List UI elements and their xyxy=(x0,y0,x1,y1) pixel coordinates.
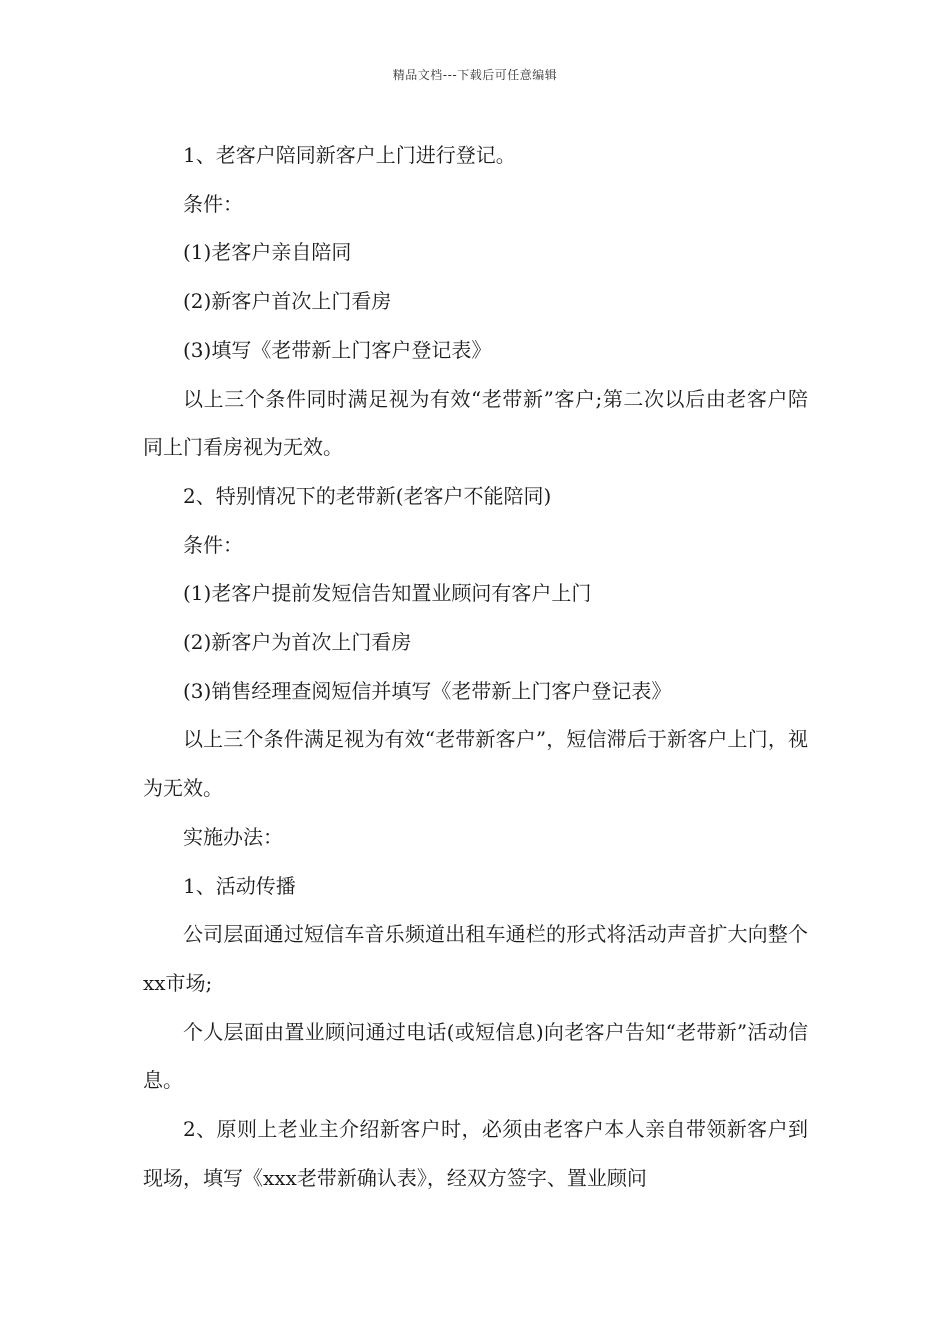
paragraph-2: 条件： xyxy=(183,191,243,216)
paragraph-11: (3)销售经理查阅短信并填写《老带新上门客户登记表》 xyxy=(183,678,672,703)
paragraph-8: 条件： xyxy=(183,532,243,557)
page-header: 精品文档---下载后可任意编辑 xyxy=(392,68,558,82)
paragraph-5: (3)填写《老带新上门客户登记表》 xyxy=(183,337,492,362)
paragraph-9: (1)老客户提前发短信告知置业顾问有客户上门 xyxy=(183,581,592,606)
paragraph-16: 个人层面由置业顾问通过电话(或短信息)向老客户告知“老带新”活动信息。 xyxy=(143,1019,808,1093)
paragraph-1: 1、老客户陪同新客户上门进行登记。 xyxy=(183,143,516,167)
paragraph-7: 2、特别情况下的老带新(老客户不能陪同) xyxy=(183,483,552,508)
document-body xyxy=(143,131,808,1202)
paragraph-14: 1、活动传播 xyxy=(183,873,296,898)
paragraph-15: 公司层面通过短信车音乐频道出租车通栏的形式将活动声音扩大向整个xx市场; xyxy=(143,922,808,995)
paragraph-17: 2、原则上老业主介绍新客户时，必须由老客户本人亲自带领新客户到现场，填写《xxx老带新确认表》，经双方签字、置业顾问 xyxy=(143,1117,808,1190)
paragraph-4: (2)新客户首次上门看房 xyxy=(183,289,392,314)
paragraph-12: 以上三个条件满足视为有效“老带新客户”，短信滞后于新客户上门，视为无效。 xyxy=(143,727,808,801)
paragraph-13: 实施办法： xyxy=(183,824,283,849)
paragraph-10: (2)新客户为首次上门看房 xyxy=(183,630,412,655)
paragraph-3: (1)老客户亲自陪同 xyxy=(183,240,352,265)
paragraph-6: 以上三个条件同时满足视为有效“老带新”客户;第二次以后由老客户陪同上门看房视为无效。 xyxy=(143,386,808,460)
